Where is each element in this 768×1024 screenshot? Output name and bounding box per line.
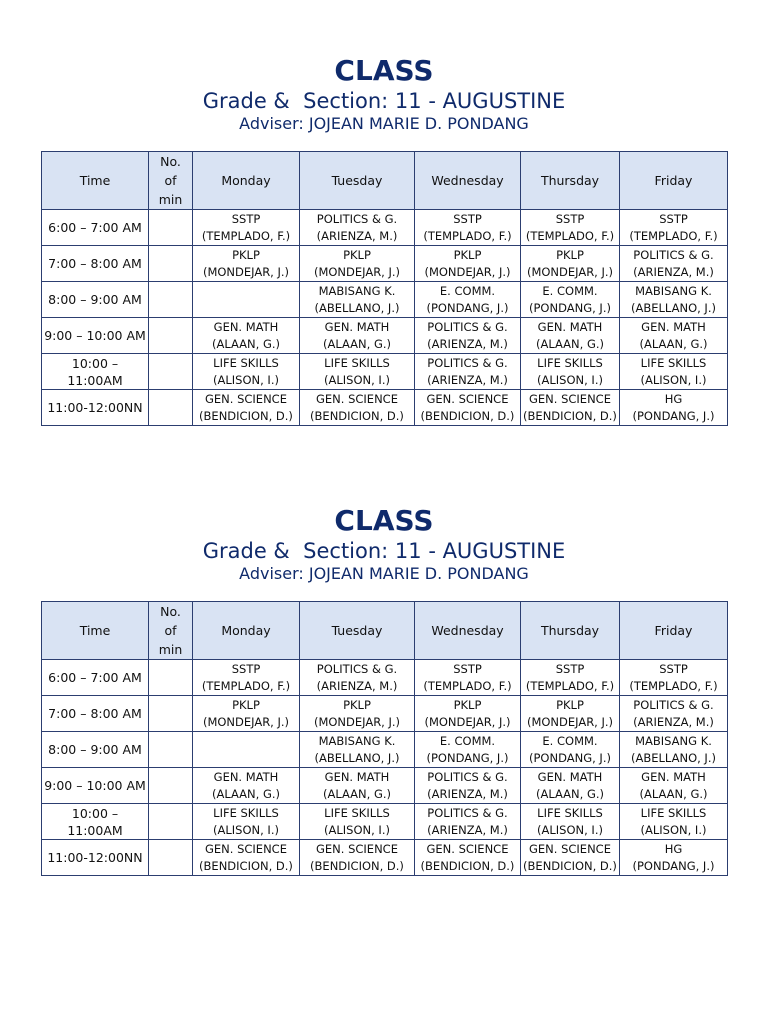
class-cell-friday <box>620 210 728 246</box>
teacher: (TEMPLADO, F.) <box>629 228 718 243</box>
time-cell: 8:00 – 9:00 AM <box>42 732 149 768</box>
class-cell-friday <box>620 840 728 876</box>
class-title: CLASS <box>334 54 434 87</box>
header-no-of-min-line2: of <box>164 173 177 188</box>
time-cell: 8:00 – 9:00 AM <box>42 282 149 318</box>
teacher: (ALISON, I.) <box>213 822 279 837</box>
minutes-cell <box>149 282 193 318</box>
teacher: (BENDICION, D.) <box>523 408 617 423</box>
header-friday: Friday <box>620 152 728 210</box>
subject: PKLP <box>232 697 260 712</box>
teacher: (ABELLANO, J.) <box>631 750 716 765</box>
subject: PKLP <box>232 247 260 262</box>
class-cell-tuesday <box>300 768 415 804</box>
minutes-cell <box>149 696 193 732</box>
class-cell-monday <box>193 732 300 768</box>
class-cell-monday <box>193 840 300 876</box>
teacher: (ABELLANO, J.) <box>631 300 716 315</box>
class-cell-monday <box>193 210 300 246</box>
subject: SSTP <box>231 211 261 226</box>
teacher: (TEMPLADO, F.) <box>525 678 615 693</box>
subject: GEN. MATH <box>213 769 279 784</box>
schedule-block-2 <box>0 504 768 873</box>
teacher: (ARIENZA, M.) <box>427 372 508 387</box>
subject: POLITICS & G. <box>427 769 508 784</box>
class-cell-thursday <box>521 840 620 876</box>
header-wednesday: Wednesday <box>415 152 521 210</box>
class-cell-thursday <box>521 732 620 768</box>
class-cell-friday <box>620 660 728 696</box>
time-cell: 6:00 – 7:00 AM <box>42 210 149 246</box>
teacher: (ARIENZA, M.) <box>427 822 508 837</box>
header-thursday: Thursday <box>521 602 620 660</box>
class-cell-monday <box>193 804 300 840</box>
subject: POLITICS & G. <box>427 319 508 334</box>
teacher: (PONDANG, J.) <box>632 408 715 423</box>
subject: POLITICS & G. <box>316 211 398 226</box>
class-cell-thursday <box>521 390 620 426</box>
teacher: (BENDICION, D.) <box>420 408 515 423</box>
teacher: (ALAAN, G.) <box>535 786 605 801</box>
time-cell: 7:00 – 8:00 AM <box>42 696 149 732</box>
subject: SSTP <box>659 211 688 226</box>
class-cell-monday <box>193 390 300 426</box>
header-friday: Friday <box>620 602 728 660</box>
class-cell-friday <box>620 318 728 354</box>
class-cell-thursday <box>521 318 620 354</box>
teacher: (TEMPLADO, F.) <box>201 228 291 243</box>
table-row <box>42 210 728 246</box>
minutes-cell <box>149 318 193 354</box>
teacher: (BENDICION, D.) <box>199 858 293 873</box>
subject: GEN. SCIENCE <box>529 391 611 406</box>
teacher: (PONDANG, J.) <box>426 750 509 765</box>
teacher: (ALISON, I.) <box>537 372 603 387</box>
class-cell-tuesday <box>300 804 415 840</box>
table-row <box>42 318 728 354</box>
subject: PKLP <box>453 247 482 262</box>
subject: POLITICS & G. <box>316 661 398 676</box>
table-row <box>42 768 728 804</box>
subject: GEN. SCIENCE <box>426 841 509 856</box>
subject: PKLP <box>343 697 371 712</box>
minutes-cell <box>149 732 193 768</box>
header-no-of-min-line3: min <box>158 642 183 657</box>
subject: LIFE SKILLS <box>640 805 707 820</box>
minutes-cell <box>149 840 193 876</box>
teacher: (ALAAN, G.) <box>535 336 605 351</box>
header-no-of-min-line1: No. <box>160 154 181 169</box>
subject: GEN. SCIENCE <box>426 391 509 406</box>
subject: MABISANG K. <box>635 733 712 748</box>
teacher: (PONDANG, J.) <box>529 300 611 315</box>
teacher: (ARIENZA, M.) <box>633 714 714 729</box>
header-tuesday: Tuesday <box>300 602 415 660</box>
class-cell-tuesday <box>300 210 415 246</box>
class-cell-monday <box>193 246 300 282</box>
teacher: (MONDEJAR, J.) <box>526 264 614 279</box>
class-title: CLASS <box>334 504 434 537</box>
table-row <box>42 804 728 840</box>
minutes-cell <box>149 804 193 840</box>
teacher: (ARIENZA, M.) <box>427 336 508 351</box>
subject: POLITICS & G. <box>427 805 508 820</box>
subject: GEN. SCIENCE <box>205 841 287 856</box>
subject: POLITICS & G. <box>633 697 714 712</box>
table-row <box>42 246 728 282</box>
class-cell-thursday <box>521 660 620 696</box>
teacher: (TEMPLADO, F.) <box>629 678 718 693</box>
subject: LIFE SKILLS <box>640 355 707 370</box>
subject: MABISANG K. <box>318 733 396 748</box>
adviser: Adviser: JOJEAN MARIE D. PONDANG <box>239 114 529 133</box>
subject: PKLP <box>343 247 371 262</box>
class-cell-monday <box>193 660 300 696</box>
table-row <box>42 354 728 390</box>
class-cell-tuesday <box>300 696 415 732</box>
header-wednesday: Wednesday <box>415 602 521 660</box>
time-cell: 9:00 – 10:00 AM <box>42 318 149 354</box>
teacher: (ALISON, I.) <box>640 372 707 387</box>
subject: PKLP <box>556 247 584 262</box>
teacher: (ALAAN, G.) <box>639 336 708 351</box>
teacher: (BENDICION, D.) <box>420 858 515 873</box>
teacher: (ALAAN, G.) <box>211 786 281 801</box>
teacher: (MONDEJAR, J.) <box>526 714 614 729</box>
grade-section: Grade & Section: 11 - AUGUSTINE <box>202 89 566 113</box>
header-no-of-min <box>149 602 193 660</box>
minutes-cell <box>149 246 193 282</box>
subject: GEN. MATH <box>641 769 706 784</box>
teacher: (ALISON, I.) <box>324 372 390 387</box>
subject: SSTP <box>453 661 482 676</box>
subject: SSTP <box>659 661 688 676</box>
class-cell-wednesday <box>415 840 521 876</box>
minutes-cell <box>149 768 193 804</box>
header-no-of-min-line2: of <box>164 623 177 638</box>
class-cell-wednesday <box>415 696 521 732</box>
teacher: (PONDANG, J.) <box>426 300 509 315</box>
teacher: (MONDEJAR, J.) <box>424 264 511 279</box>
subject: GEN. MATH <box>641 319 706 334</box>
schedule-table <box>41 601 728 876</box>
class-cell-friday <box>620 696 728 732</box>
teacher: (TEMPLADO, F.) <box>423 228 512 243</box>
class-cell-wednesday <box>415 732 521 768</box>
subject: E. COMM. <box>542 733 598 748</box>
subject: GEN. MATH <box>213 319 279 334</box>
subject: GEN. MATH <box>324 319 390 334</box>
teacher: (BENDICION, D.) <box>310 858 404 873</box>
header-monday: Monday <box>193 602 300 660</box>
subject: HG <box>664 391 683 406</box>
subject: E. COMM. <box>542 283 598 298</box>
teacher: (ALISON, I.) <box>213 372 279 387</box>
table-row <box>42 660 728 696</box>
subject: LIFE SKILLS <box>213 355 279 370</box>
subject: E. COMM. <box>439 733 496 748</box>
subject: LIFE SKILLS <box>324 355 390 370</box>
subject: MABISANG K. <box>318 283 396 298</box>
time-cell: 10:00 – 11:00AM <box>42 804 149 840</box>
teacher: (MONDEJAR, J.) <box>202 264 290 279</box>
table-row <box>42 696 728 732</box>
teacher: (ALAAN, G.) <box>639 786 708 801</box>
class-cell-thursday <box>521 282 620 318</box>
subject: PKLP <box>556 697 584 712</box>
header-time: Time <box>42 152 149 210</box>
teacher: (MONDEJAR, J.) <box>313 714 401 729</box>
class-cell-friday <box>620 246 728 282</box>
teacher: (TEMPLADO, F.) <box>423 678 512 693</box>
subject: SSTP <box>555 211 585 226</box>
time-cell: 11:00-12:00NN <box>42 390 149 426</box>
class-cell-tuesday <box>300 390 415 426</box>
teacher: (BENDICION, D.) <box>199 408 293 423</box>
class-cell-friday <box>620 354 728 390</box>
subject: SSTP <box>231 661 261 676</box>
class-cell-wednesday <box>415 318 521 354</box>
class-cell-wednesday <box>415 390 521 426</box>
class-cell-tuesday <box>300 660 415 696</box>
teacher: (ALAAN, G.) <box>322 786 392 801</box>
class-cell-tuesday <box>300 840 415 876</box>
header-monday: Monday <box>193 152 300 210</box>
class-cell-tuesday <box>300 354 415 390</box>
header-no-of-min-line3: min <box>158 192 183 207</box>
class-cell-monday <box>193 768 300 804</box>
subject: GEN. SCIENCE <box>316 391 398 406</box>
time-cell: 9:00 – 10:00 AM <box>42 768 149 804</box>
schedule-block-1 <box>0 54 768 423</box>
teacher: (TEMPLADO, F.) <box>201 678 291 693</box>
teacher: (ABELLANO, J.) <box>314 300 400 315</box>
teacher: (ABELLANO, J.) <box>314 750 400 765</box>
subject: GEN. SCIENCE <box>205 391 287 406</box>
class-cell-thursday <box>521 696 620 732</box>
teacher: (MONDEJAR, J.) <box>202 714 290 729</box>
minutes-cell <box>149 210 193 246</box>
teacher: (MONDEJAR, J.) <box>313 264 401 279</box>
class-cell-friday <box>620 282 728 318</box>
subject: GEN. SCIENCE <box>316 841 398 856</box>
time-cell: 11:00-12:00NN <box>42 840 149 876</box>
teacher: (ALISON, I.) <box>640 822 707 837</box>
subject: LIFE SKILLS <box>537 805 603 820</box>
header-thursday: Thursday <box>521 152 620 210</box>
minutes-cell <box>149 354 193 390</box>
teacher: (ARIENZA, M.) <box>316 678 398 693</box>
class-cell-wednesday <box>415 210 521 246</box>
class-cell-friday <box>620 732 728 768</box>
class-cell-thursday <box>521 804 620 840</box>
teacher: (MONDEJAR, J.) <box>424 714 511 729</box>
class-cell-wednesday <box>415 354 521 390</box>
time-cell: 10:00 – 11:00AM <box>42 354 149 390</box>
class-cell-wednesday <box>415 660 521 696</box>
teacher: (ARIENZA, M.) <box>427 786 508 801</box>
teacher: (ALAAN, G.) <box>211 336 281 351</box>
class-cell-friday <box>620 390 728 426</box>
subject: E. COMM. <box>439 283 496 298</box>
subject: LIFE SKILLS <box>324 805 390 820</box>
class-cell-friday <box>620 768 728 804</box>
class-cell-monday <box>193 318 300 354</box>
minutes-cell <box>149 390 193 426</box>
minutes-cell <box>149 660 193 696</box>
header-row <box>42 602 728 660</box>
subject: GEN. SCIENCE <box>529 841 611 856</box>
teacher: (ARIENZA, M.) <box>316 228 398 243</box>
subject: POLITICS & G. <box>427 355 508 370</box>
table-row <box>42 282 728 318</box>
class-cell-tuesday <box>300 732 415 768</box>
class-cell-wednesday <box>415 768 521 804</box>
class-cell-wednesday <box>415 282 521 318</box>
header-time: Time <box>42 602 149 660</box>
header-row <box>42 152 728 210</box>
class-cell-thursday <box>521 354 620 390</box>
grade-section: Grade & Section: 11 - AUGUSTINE <box>202 539 566 563</box>
class-cell-monday <box>193 282 300 318</box>
subject: MABISANG K. <box>635 283 712 298</box>
header-no-of-min <box>149 152 193 210</box>
teacher: (ALAAN, G.) <box>322 336 392 351</box>
header-no-of-min-line1: No. <box>160 604 181 619</box>
teacher: (ALISON, I.) <box>324 822 390 837</box>
subject: SSTP <box>555 661 585 676</box>
class-cell-wednesday <box>415 246 521 282</box>
class-cell-thursday <box>521 246 620 282</box>
teacher: (BENDICION, D.) <box>310 408 404 423</box>
time-cell: 6:00 – 7:00 AM <box>42 660 149 696</box>
subject: GEN. MATH <box>537 319 603 334</box>
header-tuesday: Tuesday <box>300 152 415 210</box>
subject: SSTP <box>453 211 482 226</box>
subject: LIFE SKILLS <box>213 805 279 820</box>
teacher: (ALISON, I.) <box>537 822 603 837</box>
class-cell-friday <box>620 804 728 840</box>
subject: POLITICS & G. <box>633 247 714 262</box>
teacher: (BENDICION, D.) <box>523 858 617 873</box>
subject: GEN. MATH <box>537 769 603 784</box>
subject: HG <box>664 841 683 856</box>
class-cell-thursday <box>521 768 620 804</box>
teacher: (ARIENZA, M.) <box>633 264 714 279</box>
class-cell-monday <box>193 354 300 390</box>
schedule-table <box>41 151 728 426</box>
teacher: (PONDANG, J.) <box>632 858 715 873</box>
subject: GEN. MATH <box>324 769 390 784</box>
subject: LIFE SKILLS <box>537 355 603 370</box>
adviser: Adviser: JOJEAN MARIE D. PONDANG <box>239 564 529 583</box>
class-cell-wednesday <box>415 804 521 840</box>
teacher: (TEMPLADO, F.) <box>525 228 615 243</box>
table-row <box>42 732 728 768</box>
subject: PKLP <box>453 697 482 712</box>
table-row <box>42 390 728 426</box>
teacher: (PONDANG, J.) <box>529 750 611 765</box>
class-cell-tuesday <box>300 246 415 282</box>
class-cell-thursday <box>521 210 620 246</box>
time-cell: 7:00 – 8:00 AM <box>42 246 149 282</box>
class-cell-tuesday <box>300 318 415 354</box>
table-row <box>42 840 728 876</box>
class-cell-tuesday <box>300 282 415 318</box>
class-cell-monday <box>193 696 300 732</box>
